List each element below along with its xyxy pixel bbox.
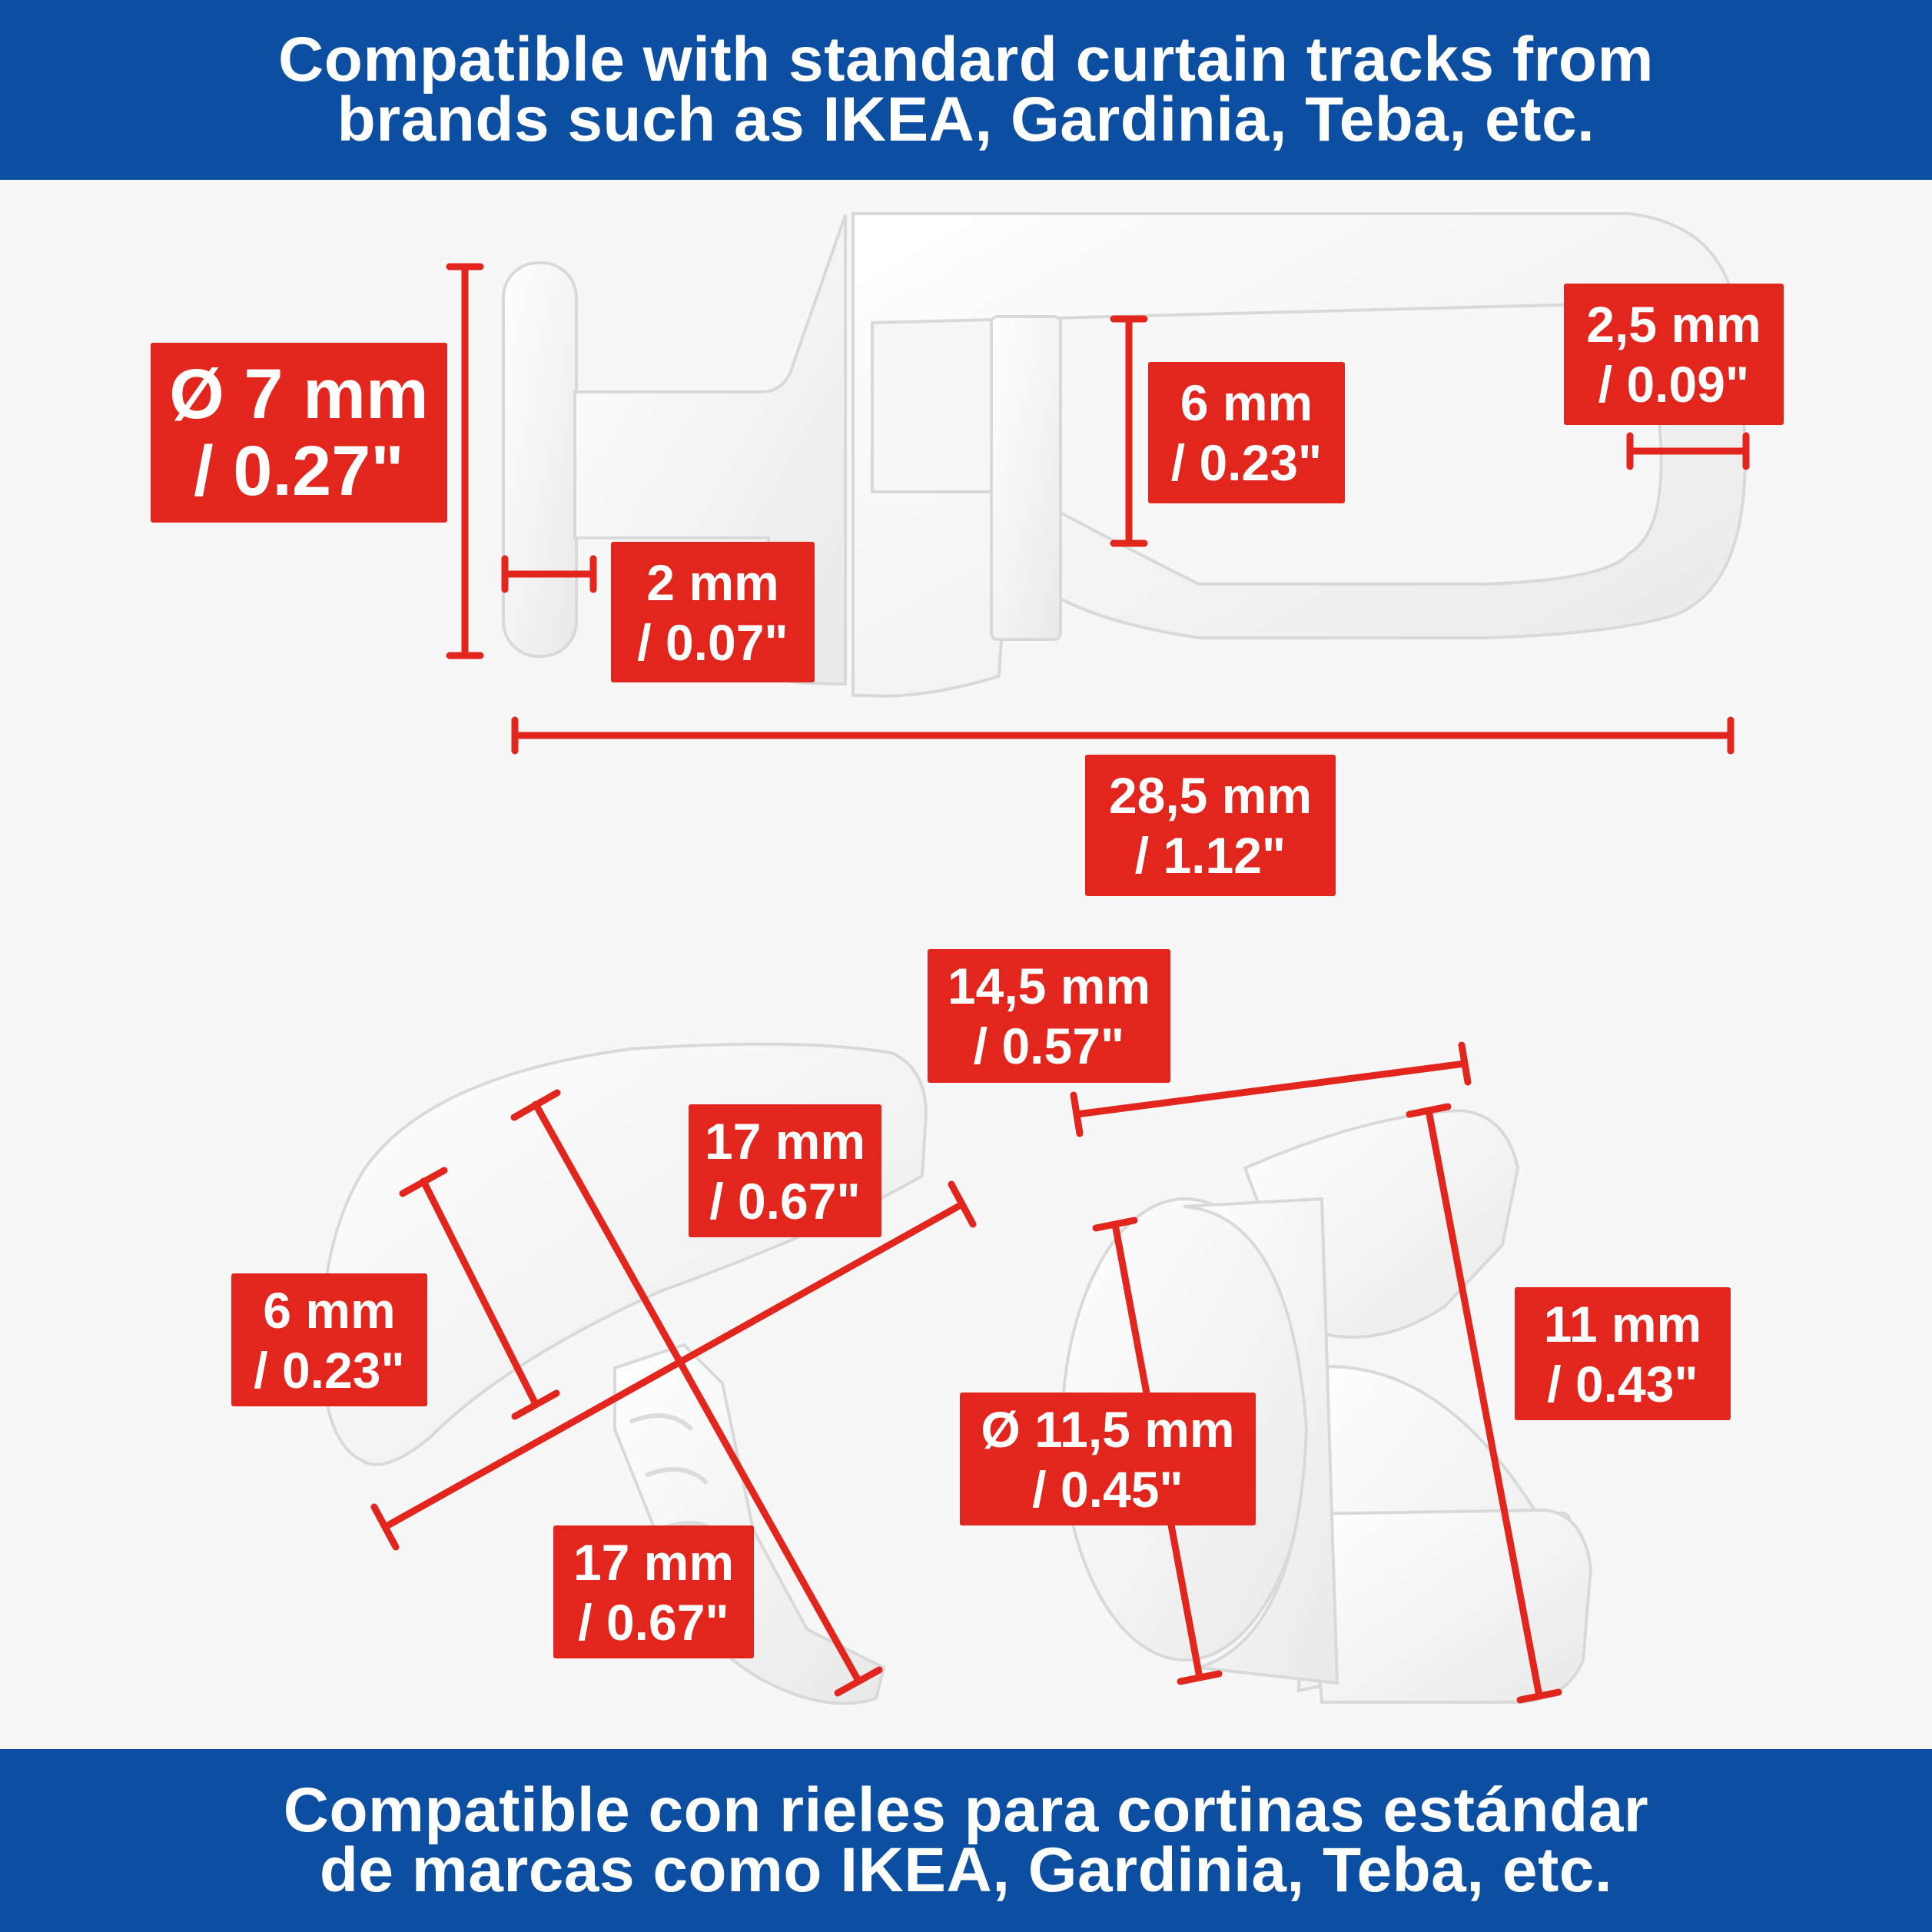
bottom-banner <box>0 1749 1932 1932</box>
glider-height-label <box>1515 1287 1731 1420</box>
runner-head-width-inch: / 0.23" <box>254 1341 405 1399</box>
runner-head-width-mm: 6 mm <box>263 1281 396 1339</box>
hook-slot-height-label <box>1148 362 1345 503</box>
runner-height-mm: 17 mm <box>704 1112 866 1170</box>
hook-wire-width-mm: 2,5 mm <box>1586 296 1761 353</box>
bottom-banner-line-2: de marcas como IKEA, Gardinia, Teba, etc. <box>319 1835 1613 1905</box>
glider-height-mm: 11 mm <box>1543 1295 1702 1353</box>
glider-diameter-label <box>960 1393 1256 1525</box>
bottom-banner-line-1: Compatible con rieles para cortinas estándar <box>283 1775 1649 1845</box>
hook-head-diameter-inch: / 0.27" <box>194 432 404 510</box>
top-banner-line-1: Compatible with standard curtain tracks from <box>278 25 1654 95</box>
hook-length-label <box>1085 755 1336 896</box>
runner-length-label <box>553 1525 754 1658</box>
runner-head-width-label <box>231 1273 427 1406</box>
glider-width-mm: 14,5 mm <box>947 958 1151 1014</box>
hook-length-line <box>515 720 1731 751</box>
hook-head-thickness-mm: 2 mm <box>646 553 779 611</box>
glider-diameter-inch: / 0.45" <box>1032 1460 1183 1518</box>
hook-slot-height-inch: / 0.23" <box>1170 434 1323 491</box>
hook-wire-width-inch: / 0.09" <box>1598 356 1750 413</box>
runner-height-label <box>689 1104 881 1237</box>
hook-head-thickness-label <box>611 542 815 682</box>
hook-head-thickness-inch: / 0.07" <box>637 613 788 671</box>
glider-diameter-mm: Ø 11,5 mm <box>981 1400 1235 1458</box>
runner-length-inch: / 0.67" <box>578 1593 729 1651</box>
runner-length-mm: 17 mm <box>573 1533 735 1591</box>
glider-height-inch: / 0.43" <box>1547 1355 1698 1412</box>
runner-height-inch: / 0.67" <box>709 1172 861 1230</box>
hook-head-diameter-mm: Ø 7 mm <box>169 355 429 433</box>
hook-length-inch: / 1.12" <box>1134 827 1286 884</box>
top-banner-line-2: brands such as IKEA, Gardinia, Teba, etc. <box>337 85 1595 154</box>
hook-length-mm: 28,5 mm <box>1108 767 1313 824</box>
hook-slot-height-mm: 6 mm <box>1180 374 1313 431</box>
hook-head-diameter-line <box>450 267 480 656</box>
glider-width-inch: / 0.57" <box>973 1017 1125 1074</box>
glider-width-label <box>928 949 1170 1083</box>
hook-wire-width-label <box>1564 284 1784 425</box>
hook-head-diameter-label <box>151 343 447 523</box>
hook-slot-height-line <box>1114 319 1144 543</box>
